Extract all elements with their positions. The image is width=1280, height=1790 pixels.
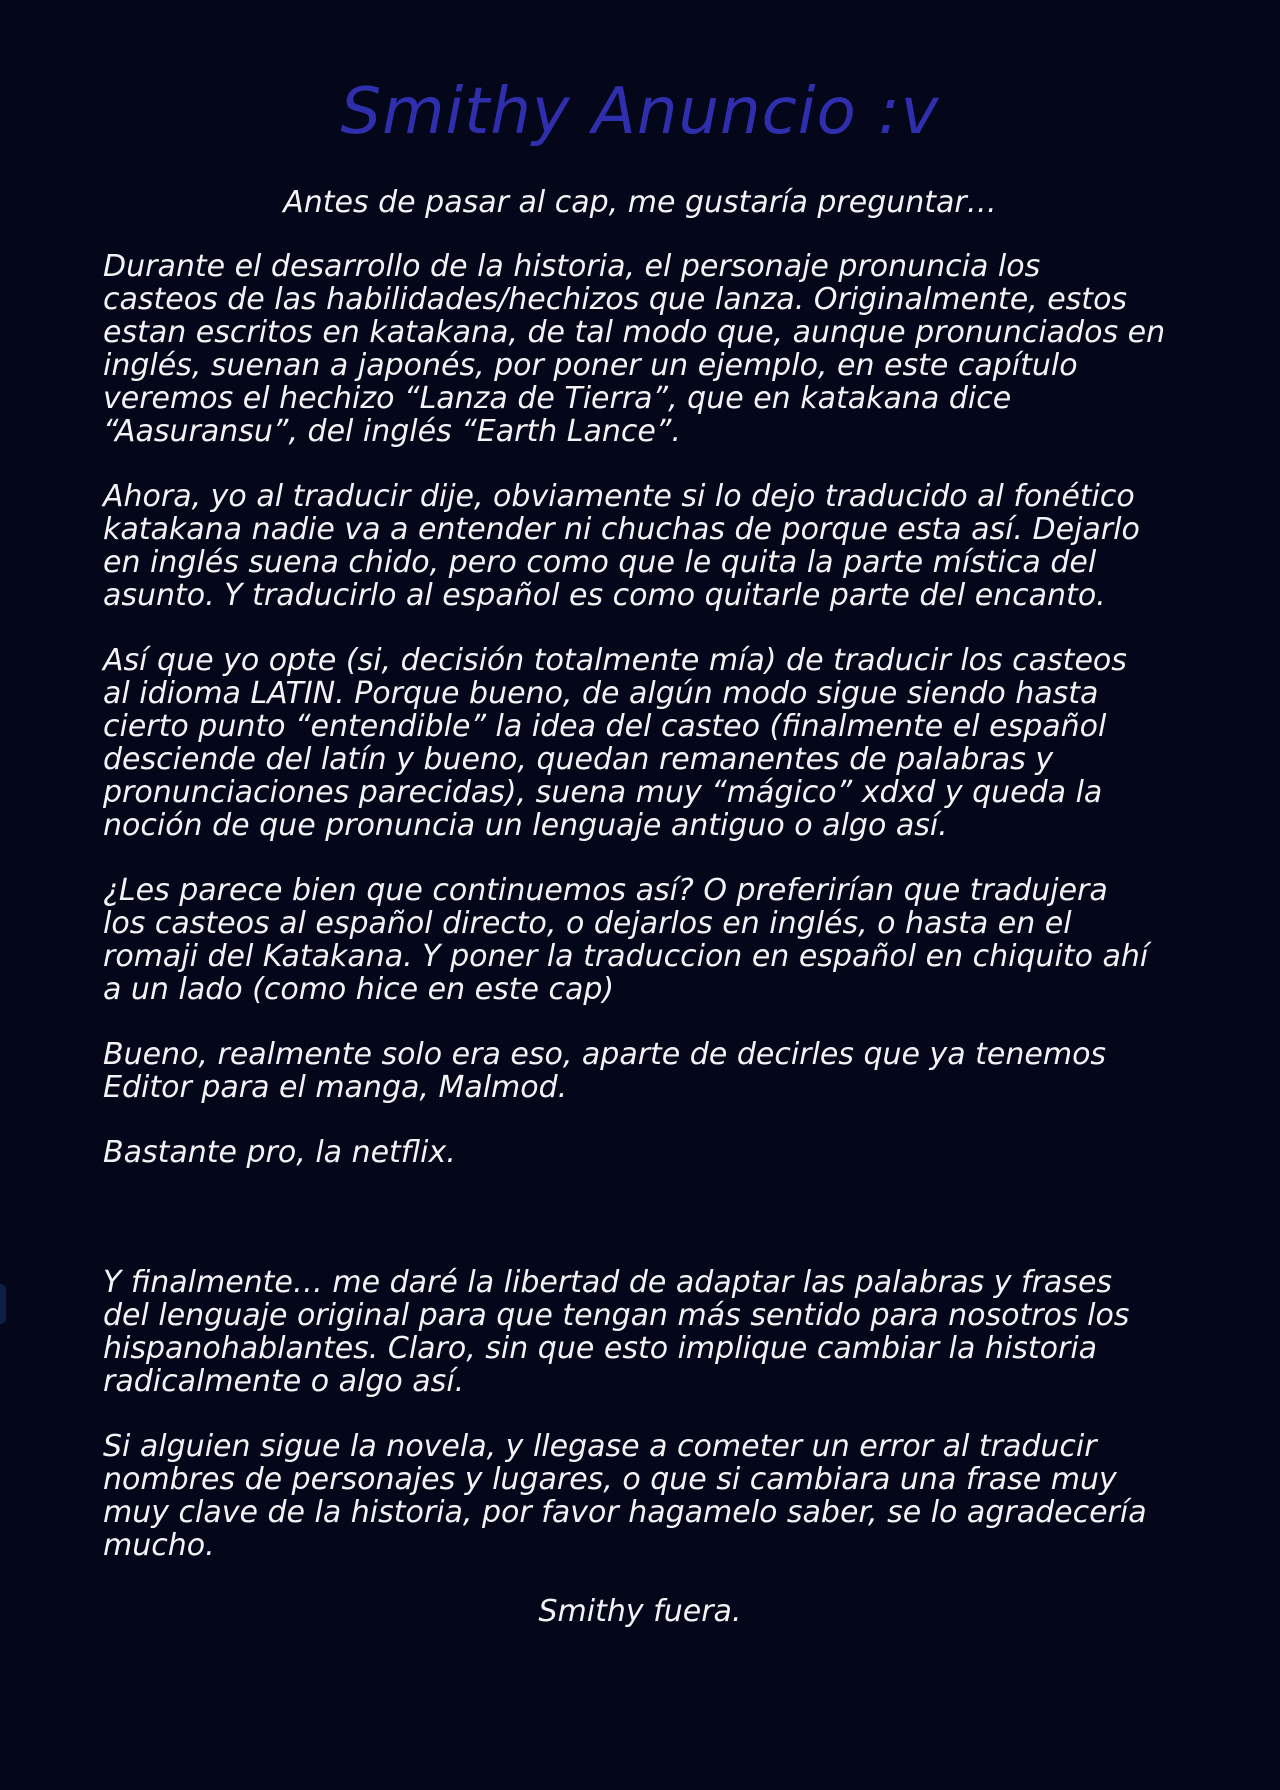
paragraph-casting: Durante el desarrollo de la historia, el personaje pronuncia los casteos de las habilidades/hechizos que lanza. Originalmente, estos estan escritos en katakana, de tal modo que, aunque pronunciados en inglés, suenan a japonés, por poner un ejemplo, en este capítulo veremos el hechizo “Lanza de Tierra”, que en katakana dice “Aasuransu”, del inglés “Earth Lance”. [103, 249, 1166, 449]
signoff: Smithy fuera. [538, 1594, 742, 1629]
page-title: Smithy Anuncio :v [340, 75, 940, 149]
paragraph-translation-dilemma: Ahora, yo al traducir dije, obviamente si lo dejo traducido al fonético katakana nadie va a entender ni chuchas de porque esta así. Dejarlo en inglés suena chido, pero como que le quita la parte mística del asunto. Y traducirlo al español es como quitarle parte del encanto. [103, 479, 1140, 613]
paragraph-latin-choice: Así que yo opte (si, decisión totalmente mía) de traducir los casteos al idioma LATIN. Porque bueno, de algún modo sigue siendo hasta cierto punto “entendible” la idea del casteo (finalmente el español desciende del latín y bueno, quedan remanentes de palabras y pronunciaciones parecidas), suena muy “mágico” xdxd y queda la noción de que pronuncia un lenguaje antiguo o algo así. [103, 643, 1127, 843]
edge-decoration [0, 1284, 6, 1324]
paragraph-feedback: Si alguien sigue la novela, y llegase a cometer un error al traducir nombres de personajes y lugares, o que si cambiara una frase muy muy clave de la historia, por favor hagamelo saber, se lo agradecería mucho. [103, 1429, 1147, 1563]
paragraph-adaptation: Y finalmente… me daré la libertad de adaptar las palabras y frases del lenguaje original para que tengan más sentido para nosotros los hispanohablantes. Claro, sin que esto implique cambiar la historia radicalmente o algo así. [103, 1265, 1130, 1399]
intro-line: Antes de pasar al cap, me gustaría preguntar… [283, 185, 997, 220]
paragraph-question: ¿Les parece bien que continuemos así? O preferirían que tradujera los casteos al español directo, o dejarlos en inglés, o hasta en el romaji del Katakana. Y poner la traduccion en español en chiquito ahí a un lado (como hice en este cap) [103, 873, 1149, 1007]
paragraph-editor: Bueno, realmente solo era eso, aparte de decirles que ya tenemos Editor para el manga, Malmod. [103, 1037, 1107, 1105]
announcement-body [103, 250, 1183, 1594]
paragraph-netflix: Bastante pro, la netflix. [103, 1135, 456, 1170]
